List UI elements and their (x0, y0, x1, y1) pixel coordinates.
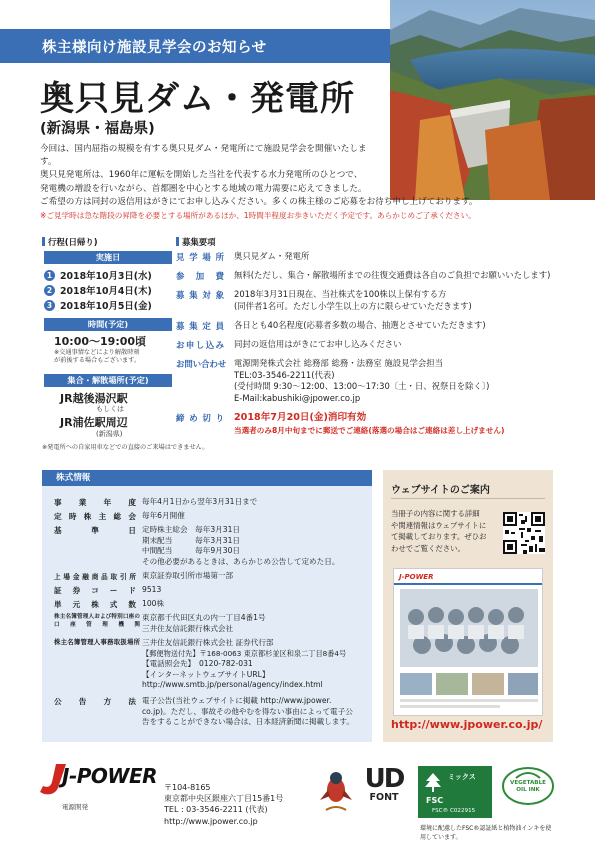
website-text-line: わせでご覧ください。 (391, 543, 465, 553)
info-value: 9513 (142, 585, 162, 594)
req-label: 募集対象 (176, 290, 224, 300)
req-value: 無料(ただし、集合・解散場所までの往復交通費は各自のご負担でお願いいたします) (234, 270, 551, 280)
date-number: 2 (44, 285, 55, 296)
info-value: 【電話照会先】 0120-782-031 (142, 659, 253, 668)
date-text: 2018年10月4日(木) (60, 286, 152, 297)
info-label: 上場金融商品取引所 (54, 573, 136, 581)
qr-code-icon[interactable] (503, 512, 545, 554)
website-text (391, 508, 501, 554)
intro-text (40, 143, 570, 222)
ud-font-bottom: FONT (369, 792, 399, 803)
address-line: 〒104-8165 (164, 783, 211, 792)
schedule-heading: 行程(日帰り) (42, 236, 98, 248)
time-value: 10:00～19:00頃 (54, 335, 147, 348)
info-value: 【インターネットウェブサイトURL】 (142, 669, 270, 679)
address-line: http://www.jpower.co.jp (164, 816, 258, 826)
fsc-code: FSC® C022915 (432, 808, 476, 814)
info-value: 毎年6月開催 (142, 511, 185, 520)
banner-text: 株主様向け施設見学会のお知らせ (42, 40, 267, 56)
footer-note-line: 用しています。 (420, 833, 462, 841)
deadline-label: 締め切り (176, 413, 224, 423)
company-address (164, 782, 283, 827)
req-value: E-Mail:kabushiki@jpower.co.jp (234, 392, 361, 403)
info-label: 事業年度 (54, 498, 136, 507)
veg-ink-text: VEGETABLE OIL INK (510, 780, 546, 793)
req-value: 2018年3月31日現在、当社株式を100株以上保有する方 (234, 289, 447, 299)
dates-head: 実施日 (44, 251, 172, 264)
info-value: 東京都千代田区丸の内一丁目4番1号 (142, 613, 266, 622)
info-label: 公告方法 (54, 697, 136, 706)
req-value: 同封の返信用はがきにてお申し込みください (234, 339, 402, 349)
requirements-heading: 募集要項 (176, 236, 216, 248)
info-value: その他必要があるときは、あらかじめ公告して定めた日。 (142, 556, 340, 566)
schedule-note: ※発電所への自家用車などでの直接のご来場はできません。 (42, 444, 209, 451)
fsc-mix: ミックス (448, 773, 476, 781)
info-label: 基準日 (54, 526, 136, 535)
info-value: co.jp)。ただし、事故その他やむを得ない事由によって電子公 (142, 706, 353, 716)
mascot-bird-icon (318, 770, 354, 820)
place-line1: JR越後湯沢駅 (60, 392, 128, 405)
place-or: もしくは (96, 405, 124, 413)
header-banner (0, 29, 390, 63)
deadline-value: 2018年7月20日(金)消印有効 (234, 412, 367, 423)
info-value: 100株 (142, 599, 165, 608)
date-row (44, 268, 152, 282)
company-logo-sub: 電源開発 (62, 803, 88, 811)
footer-note-line: 環境に配慮したFSC®認証紙と植物油インキを使 (420, 825, 552, 832)
page-subtitle: (新潟県・福島県) (40, 121, 155, 137)
req-label: 募集定員 (176, 321, 224, 331)
website-text-line: や関連情報はウェブサイトに (391, 520, 487, 530)
fsc-label: FSC (426, 796, 444, 805)
req-value: (受付時間 9:30～12:00、13:00～17:30〔土・日、祝祭日を除く〕) (234, 381, 490, 391)
intro-line: 今回は、国内屈指の規模を有する奥只見ダム・発電所にて施設見学会を開催いたしま (40, 144, 367, 154)
address-line: TEL : 03-3546-2211 (代表) (164, 805, 268, 815)
time-note: ※交通事情などにより解散時刻 (54, 349, 140, 356)
stock-info-panel (42, 470, 372, 742)
date-number: 3 (44, 300, 55, 311)
place-head: 集合・解散場所(予定) (44, 374, 172, 387)
req-label: 参加費 (176, 271, 224, 281)
website-url-link[interactable]: http://www.jpower.co.jp/ (391, 718, 543, 731)
info-value: 告をすることができない場合は、日本経済新聞に掲載します。 (142, 717, 355, 726)
company-logo: J-POWER (62, 764, 158, 788)
info-value: 期末配当 毎年3月31日 (142, 535, 241, 545)
address-line: 東京都中央区銀座六丁目15番1号 (164, 794, 284, 804)
info-value: 三井住友信託銀行株式会社 (142, 623, 234, 633)
info-value: 三井住友信託銀行株式会社 証券代行部 (142, 638, 274, 647)
screenshot-logo: J-POWER (399, 573, 434, 581)
info-label: 株主名簿管理人および特別口座の口座管理機関 (54, 614, 140, 628)
screenshot-image (394, 587, 543, 715)
info-value: 東京証券取引所市場第一部 (142, 571, 234, 580)
fsc-logo (418, 766, 492, 818)
time-head: 時間(予定) (44, 318, 172, 331)
place-pref: (新潟県) (96, 430, 123, 438)
ud-font-top: UD (364, 764, 404, 794)
req-label: お問い合わせ (176, 359, 227, 369)
website-screenshot (393, 568, 543, 716)
date-row (44, 283, 152, 297)
time-note: が前後する場合もございます。 (54, 357, 141, 364)
info-value: http://www.smtb.jp/personal/agency/index.html (142, 680, 323, 689)
place-line2: JR浦佐駅周辺 (60, 416, 128, 429)
req-label: 見学場所 (176, 252, 224, 262)
req-label: お申し込み (176, 340, 224, 350)
date-text: 2018年10月5日(金) (60, 301, 152, 312)
header (0, 0, 595, 145)
info-value: 電子公告(当社ウェブサイトに掲載 http://www.jpower. (142, 696, 332, 705)
intro-line: 発電機の増設を行いながら、首都圏を中心とする地域の電力需要に応えてきました。 (40, 183, 367, 194)
intro-line: 奥只見発電所は、1960年に運転を開始した当社を代表する水力発電所のひとつで、 (40, 170, 363, 181)
intro-warning: ※ご見学時は急な階段の昇降を必要とする場所があるほか、1時間半程度お歩きいただく予定です。あらかじめご了承ください。 (40, 211, 476, 221)
req-value: 電源開発株式会社 総務部 総務・法務室 施設見学会担当 (234, 358, 443, 368)
footer (0, 752, 595, 842)
footer-note (420, 825, 560, 842)
fsc-tree-icon (424, 772, 442, 794)
intro-line: ご希望の方は同封の返信用はがきにてお申し込みください。多くの株主様のご応募をお待ち申し上げております。 (40, 196, 478, 207)
date-text: 2018年10月3日(水) (60, 271, 152, 282)
website-text-line: て掲載しております。ぜひお (391, 532, 487, 541)
req-value: TEL:03-3546-2211(代表) (234, 369, 335, 380)
info-label: 証券コード (54, 586, 136, 595)
date-number: 1 (44, 270, 55, 281)
ud-font-logo (361, 766, 407, 803)
info-label: 株主名簿管理人事務取扱場所 (54, 638, 140, 646)
info-value: 中間配当 毎年9月30日 (142, 546, 241, 555)
info-value: 【郵便物送付先】〒168-0063 東京都杉並区和泉二丁目8番4号 (142, 648, 347, 658)
info-value: 毎年4月1日から翌年3月31日まで (142, 497, 258, 506)
info-label: 単元株式数 (54, 600, 136, 609)
vegetable-ink-logo (502, 766, 554, 806)
divider (394, 583, 543, 585)
page-title: 奥只見ダム・発電所 (40, 79, 355, 119)
info-value: 定時株主総会 毎年3月31日 (142, 525, 241, 534)
date-row (44, 298, 152, 312)
stock-info-heading: 株式情報 (42, 470, 372, 486)
website-heading: ウェブサイトのご案内 (391, 485, 490, 496)
req-value: 奥只見ダム・発電所 (234, 251, 310, 261)
website-text-line: 当冊子の内容に関する詳細 (391, 509, 480, 518)
deadline-note: 当選者のみ8月中旬までに郵送でご連絡(落選の場合はご連絡は差し上げません) (234, 426, 505, 435)
info-label: 定時株主総会 (54, 512, 136, 521)
website-panel (383, 470, 553, 742)
intro-line: す。 (40, 157, 57, 168)
divider (391, 498, 545, 499)
req-value: 各日とも40名程度(応募者多数の場合、抽選とさせていただきます) (234, 320, 486, 330)
req-value: (同伴者1名可。ただし小学生以上の方に限らせていただきます) (234, 300, 472, 311)
